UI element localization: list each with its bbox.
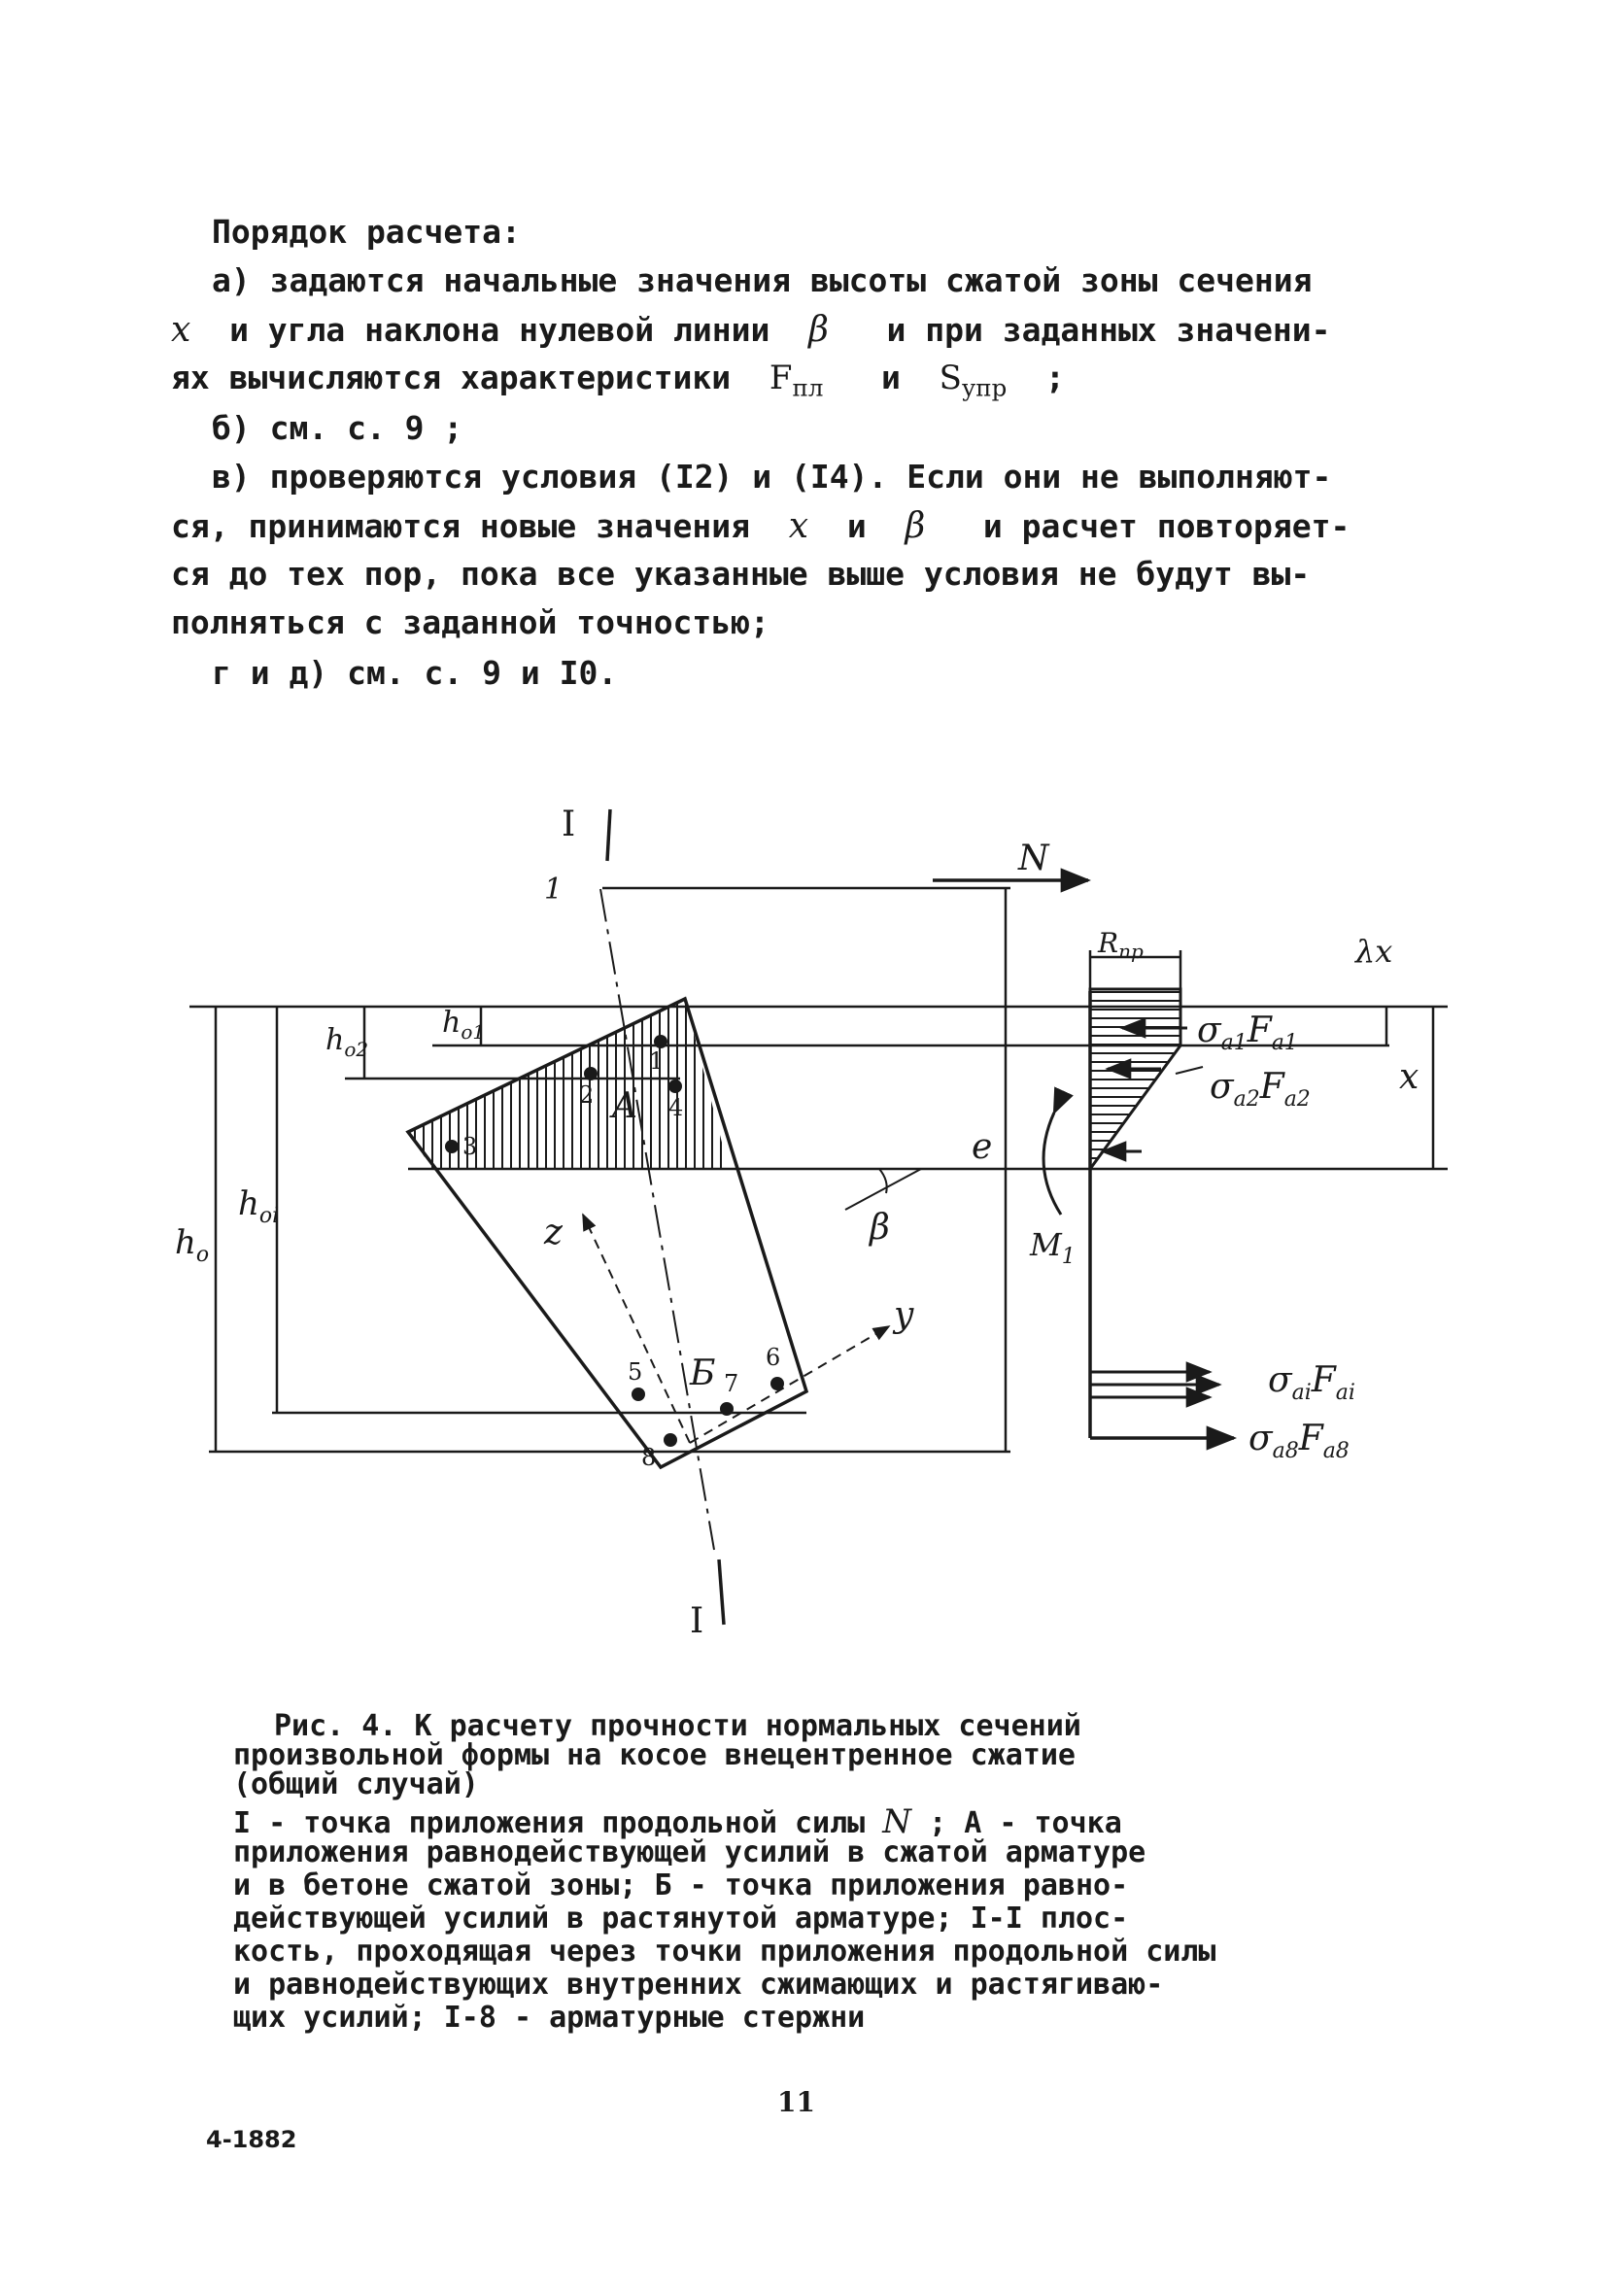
- caption-line2: произвольной формы на косое внецентренное сжатие: [233, 1738, 1076, 1772]
- step-a-line2: x и угла наклона нулевой линии β и при заданных значени-: [171, 310, 1331, 350]
- bar-label-1: 1: [649, 1047, 665, 1075]
- plane-label-bottom: I: [690, 1601, 704, 1641]
- bar-3: [445, 1140, 459, 1153]
- moment-M1-label: $M_1$: [1030, 1226, 1076, 1269]
- dim-x-label: x: [1399, 1057, 1419, 1097]
- axis-y-line: [690, 1326, 889, 1443]
- step-c-line1: в) проверяются условия (I2) и (I4). Если они не выполняют-: [212, 458, 1332, 496]
- caption-line4: I - точка приложения продольной силы N ; А - точка: [233, 1802, 1122, 1841]
- stress-diagram-compression: [1090, 989, 1180, 1169]
- bar-label-4: 4: [668, 1094, 684, 1121]
- bar-label-2: 2: [579, 1081, 595, 1109]
- procedure-heading: Порядок расчета:: [212, 213, 521, 251]
- caption-line8: кость, проходящая через точки приложения продольной силы: [233, 1935, 1216, 1969]
- caption-line1: Рис. 4. К расчету прочности нормальных сечений: [274, 1709, 1081, 1743]
- bar-label-7: 7: [724, 1370, 739, 1397]
- caption-line6: и в бетоне сжатой зоны; Б - точка приложения равно-: [233, 1868, 1129, 1902]
- point-A-label: A: [612, 1086, 637, 1126]
- force-label-a2: $\sigma_{a2}F_{a2}$: [1210, 1067, 1311, 1112]
- bar-label-6: 6: [766, 1344, 781, 1371]
- plane-label-top: I: [562, 805, 576, 844]
- angle-beta-label: β: [870, 1208, 890, 1248]
- point-B-label: Б: [690, 1354, 716, 1393]
- caption-line9: и равнодействующих внутренних сжимающих и растягиваю-: [233, 1968, 1164, 2002]
- axis-y-label: y: [894, 1295, 914, 1335]
- dim-e-label: e: [972, 1127, 993, 1167]
- force-N-label: N: [1018, 839, 1049, 878]
- bar-label-5: 5: [628, 1358, 643, 1386]
- dim-lambda-x-label: λx: [1355, 933, 1393, 970]
- dim-h0-label: $h_o$: [175, 1223, 210, 1267]
- step-d: г и д) см. с. 9 и I0.: [212, 654, 618, 692]
- moment-M1-arc: [1043, 1113, 1061, 1215]
- dim-h02-label: $h_{o2}$: [325, 1023, 369, 1061]
- bar-4: [668, 1079, 682, 1093]
- step-c-line4: полняться с заданной точностью;: [171, 603, 769, 641]
- document-code: 4-1882: [206, 2126, 297, 2153]
- dim-h01-label: $h_{o1}$: [442, 1006, 486, 1044]
- caption-line7: действующей усилий в растянутой арматуре; I-I плос-: [233, 1902, 1129, 1936]
- stress-R-label: $R_{пр}$: [1098, 927, 1144, 963]
- force-point-label: 1: [544, 873, 564, 907]
- bar-2: [584, 1067, 598, 1080]
- step-a-line1: а) задаются начальные значения высоты сжатой зоны сечения: [212, 261, 1313, 299]
- bar-label-8: 8: [641, 1444, 657, 1471]
- caption-line5: приложения равнодействующей усилий в сжатой арматуре: [233, 1835, 1146, 1869]
- force-label-ai: $\sigma_{ai}F_{ai}$: [1268, 1360, 1355, 1405]
- bar-1: [654, 1035, 667, 1048]
- step-b: б) см. с. 9 ;: [212, 409, 463, 447]
- axis-z-label: z: [544, 1213, 563, 1252]
- dim-h0i-label: $h_{oi}$: [238, 1184, 280, 1228]
- axis-z-line: [583, 1215, 690, 1443]
- bar-8: [664, 1433, 677, 1447]
- force-label-a1: $\sigma_{a1}F_{a1}$: [1197, 1011, 1298, 1055]
- step-c-line2: ся, принимаются новые значения x и β и расчет повторяет-: [171, 506, 1351, 546]
- force-label-a8: $\sigma_{a8}F_{a8}$: [1248, 1419, 1350, 1463]
- bar-5: [632, 1388, 645, 1401]
- page-number: 11: [777, 2086, 815, 2118]
- step-a-line3: ях вычисляются характеристики $F_{пл}$ и $S_{упр}$ ;: [171, 359, 1065, 402]
- bar-label-3: 3: [462, 1133, 478, 1160]
- caption-line3: (общий случай): [233, 1767, 479, 1801]
- step-c-line3: ся до тех пор, пока все указанные выше условия не будут вы-: [171, 555, 1311, 593]
- caption-line10: щих усилий; I-8 - арматурные стержни: [233, 2001, 866, 2035]
- bar-7: [720, 1402, 734, 1416]
- bar-6: [770, 1377, 784, 1390]
